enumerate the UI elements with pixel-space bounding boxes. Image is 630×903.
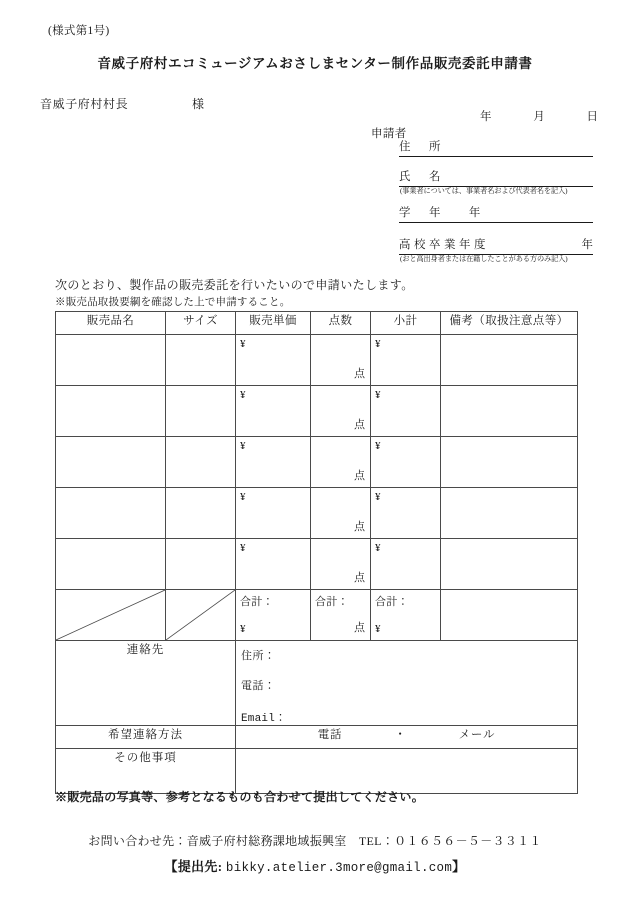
total-unit-price-label: 合計： [240,596,274,608]
cell-count[interactable] [311,539,371,590]
applicant-name-note: (事業者については、事業者名および代表者名を記入) [400,187,568,195]
column-header-unit-price: 販売単価 [236,312,311,335]
yen-icon: ¥ [240,338,246,350]
preferred-contact-options-cell [236,726,578,749]
applicant-grade-label: 学 年 [399,207,444,219]
cell-count[interactable] [311,335,371,386]
submit-to-prefix: 【提出先: [164,859,223,874]
cell-unit-price[interactable] [236,335,311,386]
ten-unit-icon: 点 [354,622,365,634]
column-header-item-name: 販売品名 [56,312,166,335]
contact-email-label: Email： [241,713,287,725]
total-subtotal-label: 合計： [375,596,409,608]
ten-unit-icon: 点 [354,419,365,431]
diagonal-strike-icon [166,590,235,640]
date-day-label: 日 [586,111,598,123]
yen-icon: ¥ [375,338,381,350]
cell-subtotal[interactable] [371,437,441,488]
applicant-label: 申請者 [371,128,407,140]
cell-remarks[interactable] [441,335,578,386]
addressee: 音威子府村村長 [40,97,129,111]
applicant-name-label: 氏 名 [399,171,444,183]
total-row-size-blank [166,590,236,641]
yen-icon: ¥ [375,491,381,503]
cell-remarks[interactable] [441,488,578,539]
cell-size[interactable] [166,488,236,539]
submit-to-line [0,856,630,875]
cell-unit-price[interactable] [236,386,311,437]
cell-item-name[interactable] [56,386,166,437]
table-row [56,488,578,539]
addressee-honorific: 様 [192,97,205,111]
cell-subtotal[interactable] [371,488,441,539]
other-items-value[interactable] [236,749,578,794]
table-preferred-contact-row [56,726,578,749]
inquiry-line: お問い合わせ先：音威子府村総務課地域振興室 TEL：０１６５６－５－３３１１ [88,834,542,848]
option-phone[interactable]: 電話 [317,729,343,741]
preferred-contact-label: 希望連絡方法 [56,726,236,749]
cell-unit-price[interactable] [236,488,311,539]
ten-unit-icon: 点 [354,470,365,482]
cell-subtotal[interactable] [371,539,441,590]
page-title: 音威子府村エコミュージアムおさしまセンター制作品販売委託申請書 [97,56,533,71]
table-total-row [56,590,578,641]
contact-address-label: 住所： [241,650,276,662]
cell-count[interactable] [311,488,371,539]
total-row-item-name-blank [56,590,166,641]
applicant-address-label: 住 所 [399,141,444,153]
yen-icon: ¥ [375,623,381,635]
cell-count[interactable] [311,437,371,488]
table-row [56,335,578,386]
column-header-subtotal: 小計 [371,312,441,335]
cell-unit-price[interactable] [236,539,311,590]
yen-icon: ¥ [375,440,381,452]
date-line [480,108,598,124]
cell-size[interactable] [166,386,236,437]
cell-remarks[interactable] [441,386,578,437]
applicant-graduation-label: 高校卒業年度 [399,239,489,251]
cell-subtotal[interactable] [371,386,441,437]
table-row [56,437,578,488]
yen-icon: ¥ [375,389,381,401]
other-items-label: その他事項 [56,749,236,794]
total-unit-price-cell[interactable] [236,590,311,641]
total-count-cell[interactable] [311,590,371,641]
statement-text: 次のとおり、製作品の販売委託を行いたいので申請いたします。 [55,278,414,292]
column-header-size: サイズ [166,312,236,335]
form-number: (様式第1号) [48,25,110,37]
preferred-contact-options [236,726,577,742]
cell-unit-price[interactable] [236,437,311,488]
cell-size[interactable] [166,539,236,590]
table-row [56,539,578,590]
sales-items-table [55,311,578,794]
contact-phone-label: 電話： [241,680,276,692]
total-remarks-cell[interactable] [441,590,578,641]
applicant-graduation-unit: 年 [581,239,593,251]
table-other-row [56,749,578,794]
cell-item-name[interactable] [56,437,166,488]
cell-count[interactable] [311,386,371,437]
cell-size[interactable] [166,437,236,488]
contact-label: 連絡先 [56,641,236,726]
date-month-label: 月 [533,111,545,123]
option-mail[interactable]: メール [458,729,496,741]
applicant-address-field[interactable] [399,139,593,157]
option-separator: ・ [394,729,407,741]
ten-unit-icon: 点 [354,368,365,380]
ten-unit-icon: 点 [354,521,365,533]
column-header-remarks: 備考（取扱注意点等） [441,312,578,335]
total-subtotal-cell[interactable] [371,590,441,641]
cell-remarks[interactable] [441,539,578,590]
diagonal-strike-icon [56,590,165,640]
applicant-grade-unit: 年 [468,207,481,219]
attachment-note: ※販売品の写真等、参考となるものも合わせて提出してください。 [55,790,425,804]
applicant-grade-field[interactable] [399,205,593,223]
contact-fields-cell[interactable] [236,641,578,726]
yen-icon: ¥ [240,389,246,401]
ten-unit-icon: 点 [354,572,365,584]
submit-to-email[interactable]: bikky.atelier.3more@gmail.com [225,861,453,875]
applicant-name-field[interactable] [399,169,593,187]
cell-size[interactable] [166,335,236,386]
yen-icon: ¥ [375,542,381,554]
applicant-graduation-field[interactable] [399,237,593,255]
column-header-count: 点数 [311,312,371,335]
cell-remarks[interactable] [441,437,578,488]
total-count-label: 合計： [315,596,349,608]
cell-subtotal[interactable] [371,335,441,386]
cell-item-name[interactable] [56,539,166,590]
cell-item-name[interactable] [56,488,166,539]
yen-icon: ¥ [240,440,246,452]
applicant-graduation-note: (おと高出身者または在籍したことがある方のみ記入) [400,255,568,263]
yen-icon: ¥ [240,542,246,554]
cell-item-name[interactable] [56,335,166,386]
date-year-label: 年 [480,111,492,123]
table-row [56,386,578,437]
table-header-row [56,312,578,335]
table-contact-row [56,641,578,726]
submit-to-suffix: 】 [452,859,466,874]
statement-note: ※販売品取扱要綱を確認した上で申請すること。 [55,297,291,308]
yen-icon: ¥ [240,491,246,503]
yen-icon: ¥ [240,623,246,635]
